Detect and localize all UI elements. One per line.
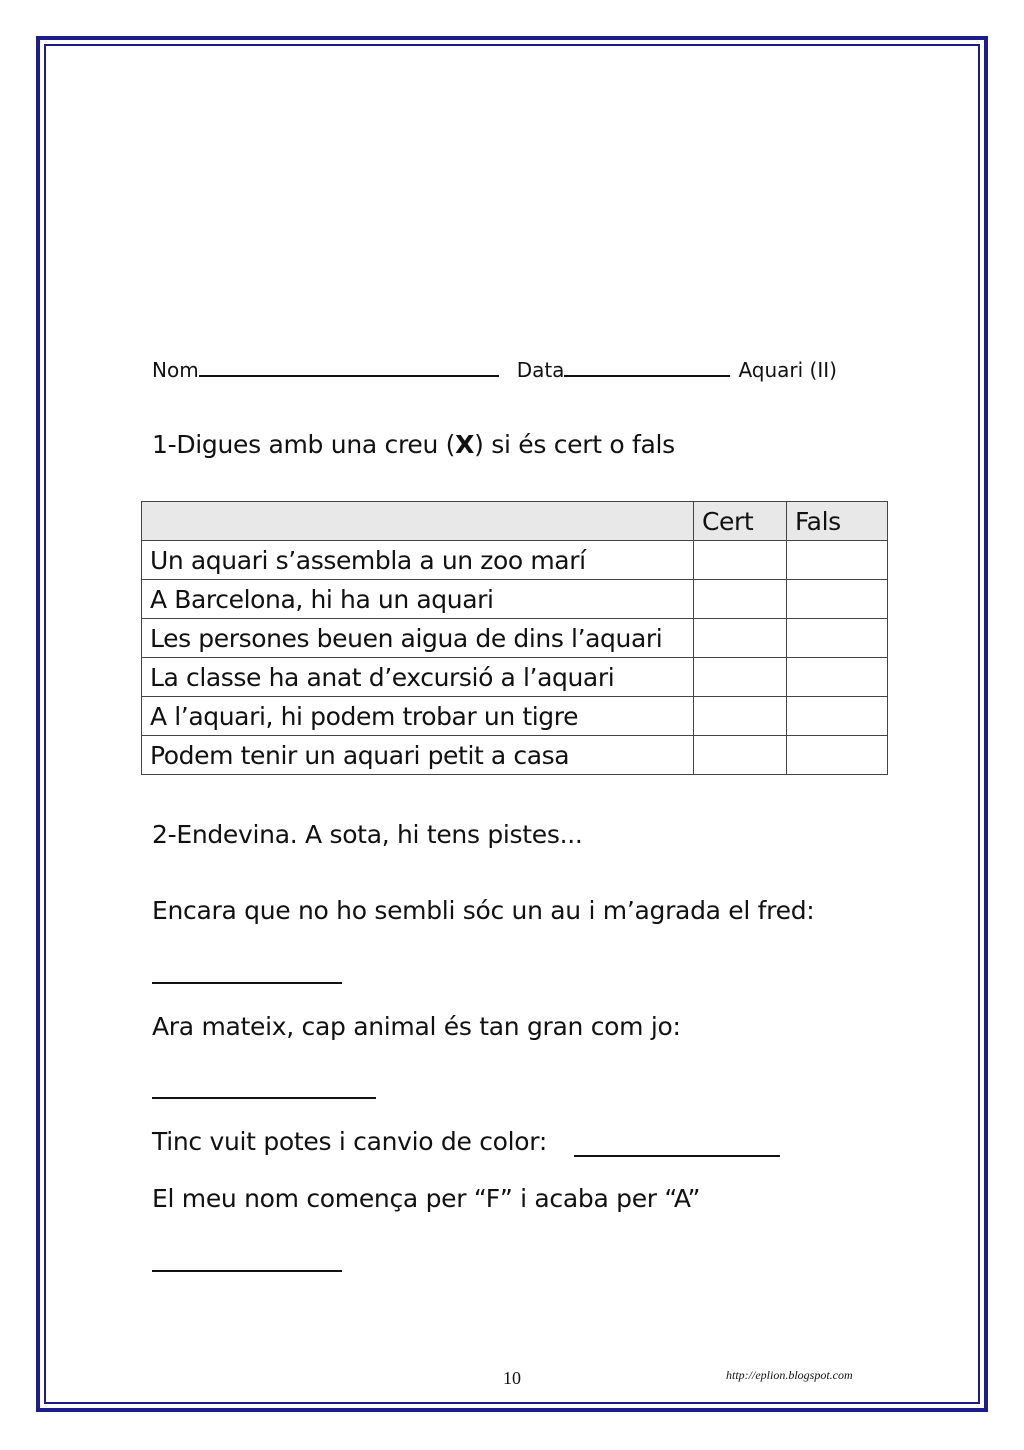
fals-checkbox-cell[interactable] [787, 658, 888, 697]
riddle-2: Ara mateix, cap animal és tan gran com jo: [152, 1012, 681, 1041]
cert-checkbox-cell[interactable] [694, 736, 787, 775]
riddle-4-answer-line[interactable] [152, 1270, 342, 1272]
cert-checkbox-cell[interactable] [694, 658, 787, 697]
worksheet-header [152, 358, 837, 382]
riddle-3: Tinc vuit potes i canvio de color: [152, 1127, 547, 1156]
statement-cell: A Barcelona, hi ha un aquari [142, 580, 694, 619]
statement-cell: La classe ha anat d’excursió a l’aquari [142, 658, 694, 697]
riddle-1: Encara que no ho sembli sóc un au i m’agrada el fred: [152, 896, 815, 925]
table-row [142, 619, 888, 658]
table-header-statement [142, 502, 694, 541]
worksheet-title: Aquari (II) [738, 358, 837, 382]
statement-cell: Un aquari s’assembla a un zoo marí [142, 541, 694, 580]
question-2-title: 2-Endevina. A sota, hi tens pistes... [152, 820, 583, 849]
question-1-suffix: ) si és cert o fals [474, 430, 675, 459]
statement-cell: Podem tenir un aquari petit a casa [142, 736, 694, 775]
fals-checkbox-cell[interactable] [787, 541, 888, 580]
footer-url: http://eplion.blogspot.com [726, 1368, 853, 1382]
riddle-2-answer-line[interactable] [152, 1097, 376, 1099]
riddle-4: El meu nom comença per “F” i acaba per “A” [152, 1184, 701, 1213]
table-row [142, 658, 888, 697]
table-header-row [142, 502, 888, 541]
date-field-line[interactable] [564, 374, 730, 377]
table-row [142, 697, 888, 736]
cert-checkbox-cell[interactable] [694, 541, 787, 580]
fals-checkbox-cell[interactable] [787, 697, 888, 736]
statement-cell: Les persones beuen aigua de dins l’aquari [142, 619, 694, 658]
statement-cell: A l’aquari, hi podem trobar un tigre [142, 697, 694, 736]
cert-checkbox-cell[interactable] [694, 619, 787, 658]
table-row [142, 541, 888, 580]
question-1-prefix: 1-Digues amb una creu ( [152, 430, 456, 459]
fals-checkbox-cell[interactable] [787, 619, 888, 658]
true-false-table [141, 501, 888, 775]
cert-checkbox-cell[interactable] [694, 697, 787, 736]
table-row [142, 580, 888, 619]
riddle-1-answer-line[interactable] [152, 982, 342, 984]
table-row [142, 736, 888, 775]
cross-mark: X [455, 430, 475, 459]
table-header-fals: Fals [787, 502, 888, 541]
name-label: Nom [152, 358, 199, 382]
riddle-3-answer-line[interactable] [574, 1155, 780, 1157]
cert-checkbox-cell[interactable] [694, 580, 787, 619]
fals-checkbox-cell[interactable] [787, 736, 888, 775]
date-label: Data [516, 358, 565, 382]
table-header-cert: Cert [694, 502, 787, 541]
name-field-line[interactable] [199, 374, 499, 377]
question-1-title [152, 430, 675, 459]
page-number: 10 [503, 1368, 521, 1388]
fals-checkbox-cell[interactable] [787, 580, 888, 619]
